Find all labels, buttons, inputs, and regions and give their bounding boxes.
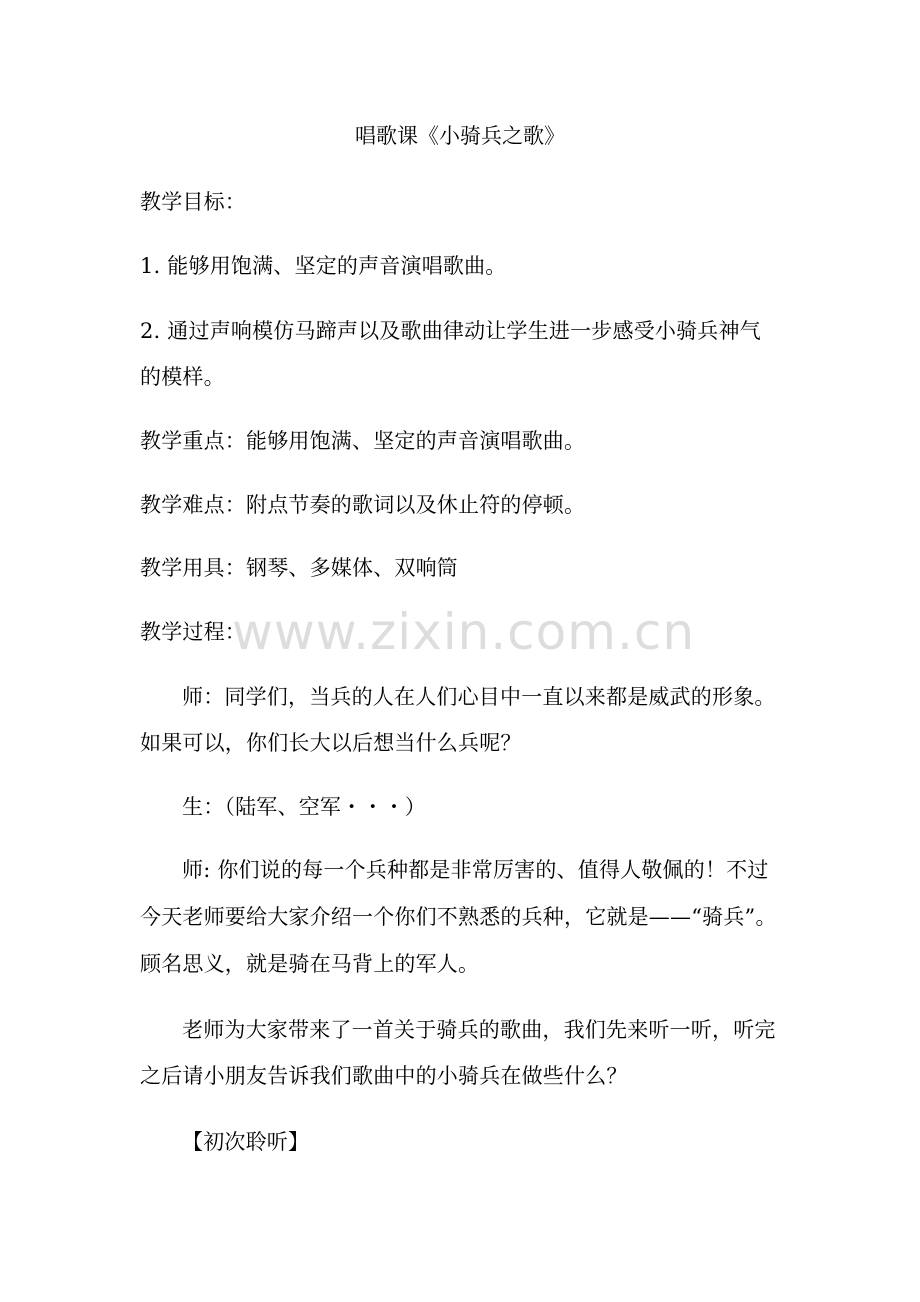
paragraph-3-line-3: 顾名思义，就是骑在马背上的军人。 <box>140 952 480 976</box>
paragraph-2: 生：（陆军、空军・・・） <box>182 795 426 819</box>
paragraph-3-line-1: 师: 你们说的每一个兵种都是非常厉害的、值得人敬佩的！不过 <box>182 858 769 882</box>
objectives-heading: 教学目标： <box>140 190 246 214</box>
objective-item-2-line-2: 的模样。 <box>140 365 225 389</box>
objective-item-2-line-1: 2. 通过声响模仿马蹄声以及歌曲律动让学生进一步感受小骑兵神气 <box>140 319 761 343</box>
paragraph-1-line-1: 师：同学们，当兵的人在人们心目中一直以来都是威武的形象。 <box>182 685 776 709</box>
paragraph-1-line-2: 如果可以，你们长大以后想当什么兵呢？ <box>140 731 522 755</box>
key-point: 教学重点：能够用饱满、坚定的声音演唱歌曲。 <box>140 429 586 453</box>
watermark: www.zixin.com.cn <box>232 603 696 661</box>
paragraph-4-line-2: 之后请小朋友告诉我们歌曲中的小骑兵在做些什么？ <box>140 1064 628 1088</box>
section-heading-first-listen: 【初次聆听】 <box>182 1130 310 1154</box>
process-heading: 教学过程： <box>140 620 246 644</box>
paragraph-4-line-1: 老师为大家带来了一首关于骑兵的歌曲，我们先来听一听，听完 <box>182 1018 776 1042</box>
paragraph-3-line-2: 今天老师要给大家介绍一个你们不熟悉的兵种，它就是——“骑兵”。 <box>140 905 777 929</box>
objective-item-1: 1. 能够用饱满、坚定的声音演唱歌曲。 <box>140 254 507 278</box>
page-title: 唱歌课《小骑兵之歌》 <box>355 124 565 148</box>
difficulty-point: 教学难点：附点节奏的歌词以及休止符的停顿。 <box>140 493 586 517</box>
teaching-tools: 教学用具：钢琴、多媒体、双响筒 <box>140 556 458 580</box>
